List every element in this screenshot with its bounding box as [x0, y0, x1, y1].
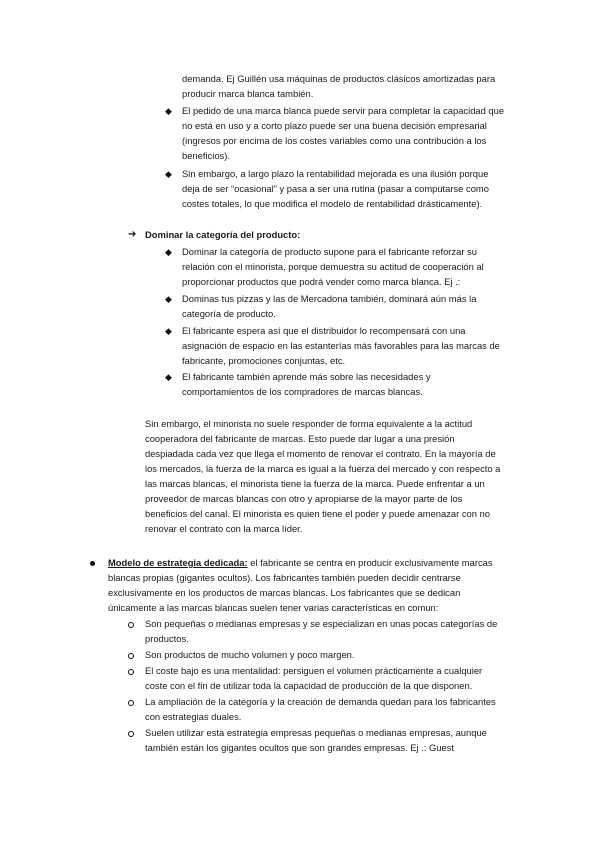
- hollow-bullet-icon: [128, 669, 134, 675]
- text-line: únicamente a las marcas blancas suelen tener varias características en comun:: [108, 602, 439, 613]
- diamond-bullet-icon: ◆: [165, 106, 172, 116]
- text-line: Sin embargo, a largo plazo la rentabilidad mejorada es una ilusión porque: [182, 168, 489, 179]
- text-line: asignación de espacio en las estanterías más favorables para las marcas de: [182, 340, 500, 351]
- text-line: deja de ser “ocasional” y pasa a ser una rutina (pasar a computarse como: [182, 183, 489, 194]
- paragraph-line: las marcas blancas, el minorista tiene la fuerza de la marca. Puede enfrentar a un: [145, 478, 485, 489]
- text-line: exclusivamente en los productos de marcas blancas. Los fabricantes que se dedican: [108, 587, 461, 598]
- section-title-dedicada: Modelo de estrategia dedicada:: [108, 557, 248, 568]
- bullet-dot-icon: [90, 561, 95, 566]
- text-line: Son pequeñas o medianas empresas y se especializan en unas pocas categorías de: [145, 618, 498, 629]
- paragraph-line: cooperadora del fabricante de marcas. Esto puede dar lugar a una presión: [145, 433, 455, 444]
- paragraph-line: los mercados, la fuerza de la marca es igual a la fuerza del mercado y con respecto a: [145, 463, 501, 474]
- diamond-bullet-icon: ◆: [165, 294, 172, 304]
- paragraph-line: despiadada cada vez que llega el momento de renovar el contrato. En la mayoría de: [145, 448, 496, 459]
- text-line: no está en uso y a corto plazo puede ser una buena decisión empresarial: [182, 120, 487, 131]
- text-line: El coste bajo es una mentalidad: persiguen el volumen prácticamente a cualquier: [145, 665, 483, 676]
- paragraph-line: Sin embargo, el minorista no suele responder de forma equivalente a la actitud: [145, 418, 473, 429]
- diamond-bullet-icon: ◆: [165, 372, 172, 382]
- diamond-bullet-icon: ◆: [165, 326, 172, 336]
- text-line: categoría de producto.: [182, 308, 276, 319]
- text-line: Dominar la categoría de producto supone para el fabricante reforzar su: [182, 246, 477, 257]
- text-line: El pedido de una marca blanca puede servir para completar la capacidad que: [182, 105, 505, 116]
- text-line: comportamientos de los compradores de marcas blancas.: [182, 386, 423, 397]
- section-heading-dominar: Dominar la categoría del producto:: [145, 229, 301, 240]
- diamond-bullet-icon: ◆: [165, 247, 172, 257]
- text-line: beneficios).: [182, 150, 230, 161]
- text-run: el fabricante se centra en producir exclusivamente marcas: [247, 557, 493, 568]
- text-line: producir marca blanca también.: [182, 88, 314, 99]
- paragraph-line: beneficios del canal. El minorista es quien tiene el poder y puede amenazar con no: [145, 508, 491, 519]
- hollow-bullet-icon: [128, 731, 134, 737]
- text-line: demanda. Ej Guillén usa máquinas de productos clásicos amortizadas para: [182, 73, 496, 84]
- arrow-right-icon: ➔: [128, 229, 137, 240]
- text-line: relación con el minorista, porque demuestra su actitud de cooperación al: [182, 261, 484, 272]
- hollow-bullet-icon: [128, 700, 134, 706]
- hollow-bullet-icon: [128, 653, 134, 659]
- hollow-bullet-icon: [128, 622, 134, 628]
- paragraph-line: proveedor de marcas blancas con otro y apropiarse de la mayor parte de los: [145, 493, 463, 504]
- diamond-bullet-icon: ◆: [165, 169, 172, 179]
- text-line: El fabricante espera así que el distribuidor lo recompensará con una: [182, 325, 466, 336]
- text-line: El fabricante también aprende más sobre las necesidades y: [182, 371, 431, 382]
- text-line: proporcionar productos que podrá vender como marca blanca. Ej .:: [182, 276, 461, 287]
- text-line: (ingresos por encima de los costes variables como una contribución a los: [182, 135, 487, 146]
- section-dedicada-first-line: [108, 556, 493, 571]
- text-line: Suelen utilizar esta estrategia empresas pequeñas o medianas empresas, aunque: [145, 727, 487, 738]
- text-line: con estrategias duales.: [145, 711, 242, 722]
- text-line: blancas propias (gigantes ocultos). Los fabricantes también pueden decidir centrarse: [108, 572, 461, 583]
- paragraph-line: renovar el contrato con la marca líder.: [145, 523, 303, 534]
- text-line: también están los gigantes ocultos que son grandes empresas. Ej .: Guest: [145, 742, 455, 753]
- text-line: La ampliación de la categoría y la creación de demanda quedan para los fabricantes: [145, 696, 496, 707]
- text-line: Dominas tus pizzas y las de Mercadona también, dominará aún más la: [182, 293, 477, 304]
- text-line: productos.: [145, 633, 189, 644]
- text-line: fabricante, promociones conjuntas, etc.: [182, 355, 346, 366]
- text-line: costes totales, lo que modifica el modelo de rentabilidad drásticamente).: [182, 198, 483, 209]
- text-line: Son productos de mucho volumen y poco margen.: [145, 649, 355, 660]
- text-line: coste con el fin de utilizar toda la capacidad de producción de la que disponen.: [145, 680, 473, 691]
